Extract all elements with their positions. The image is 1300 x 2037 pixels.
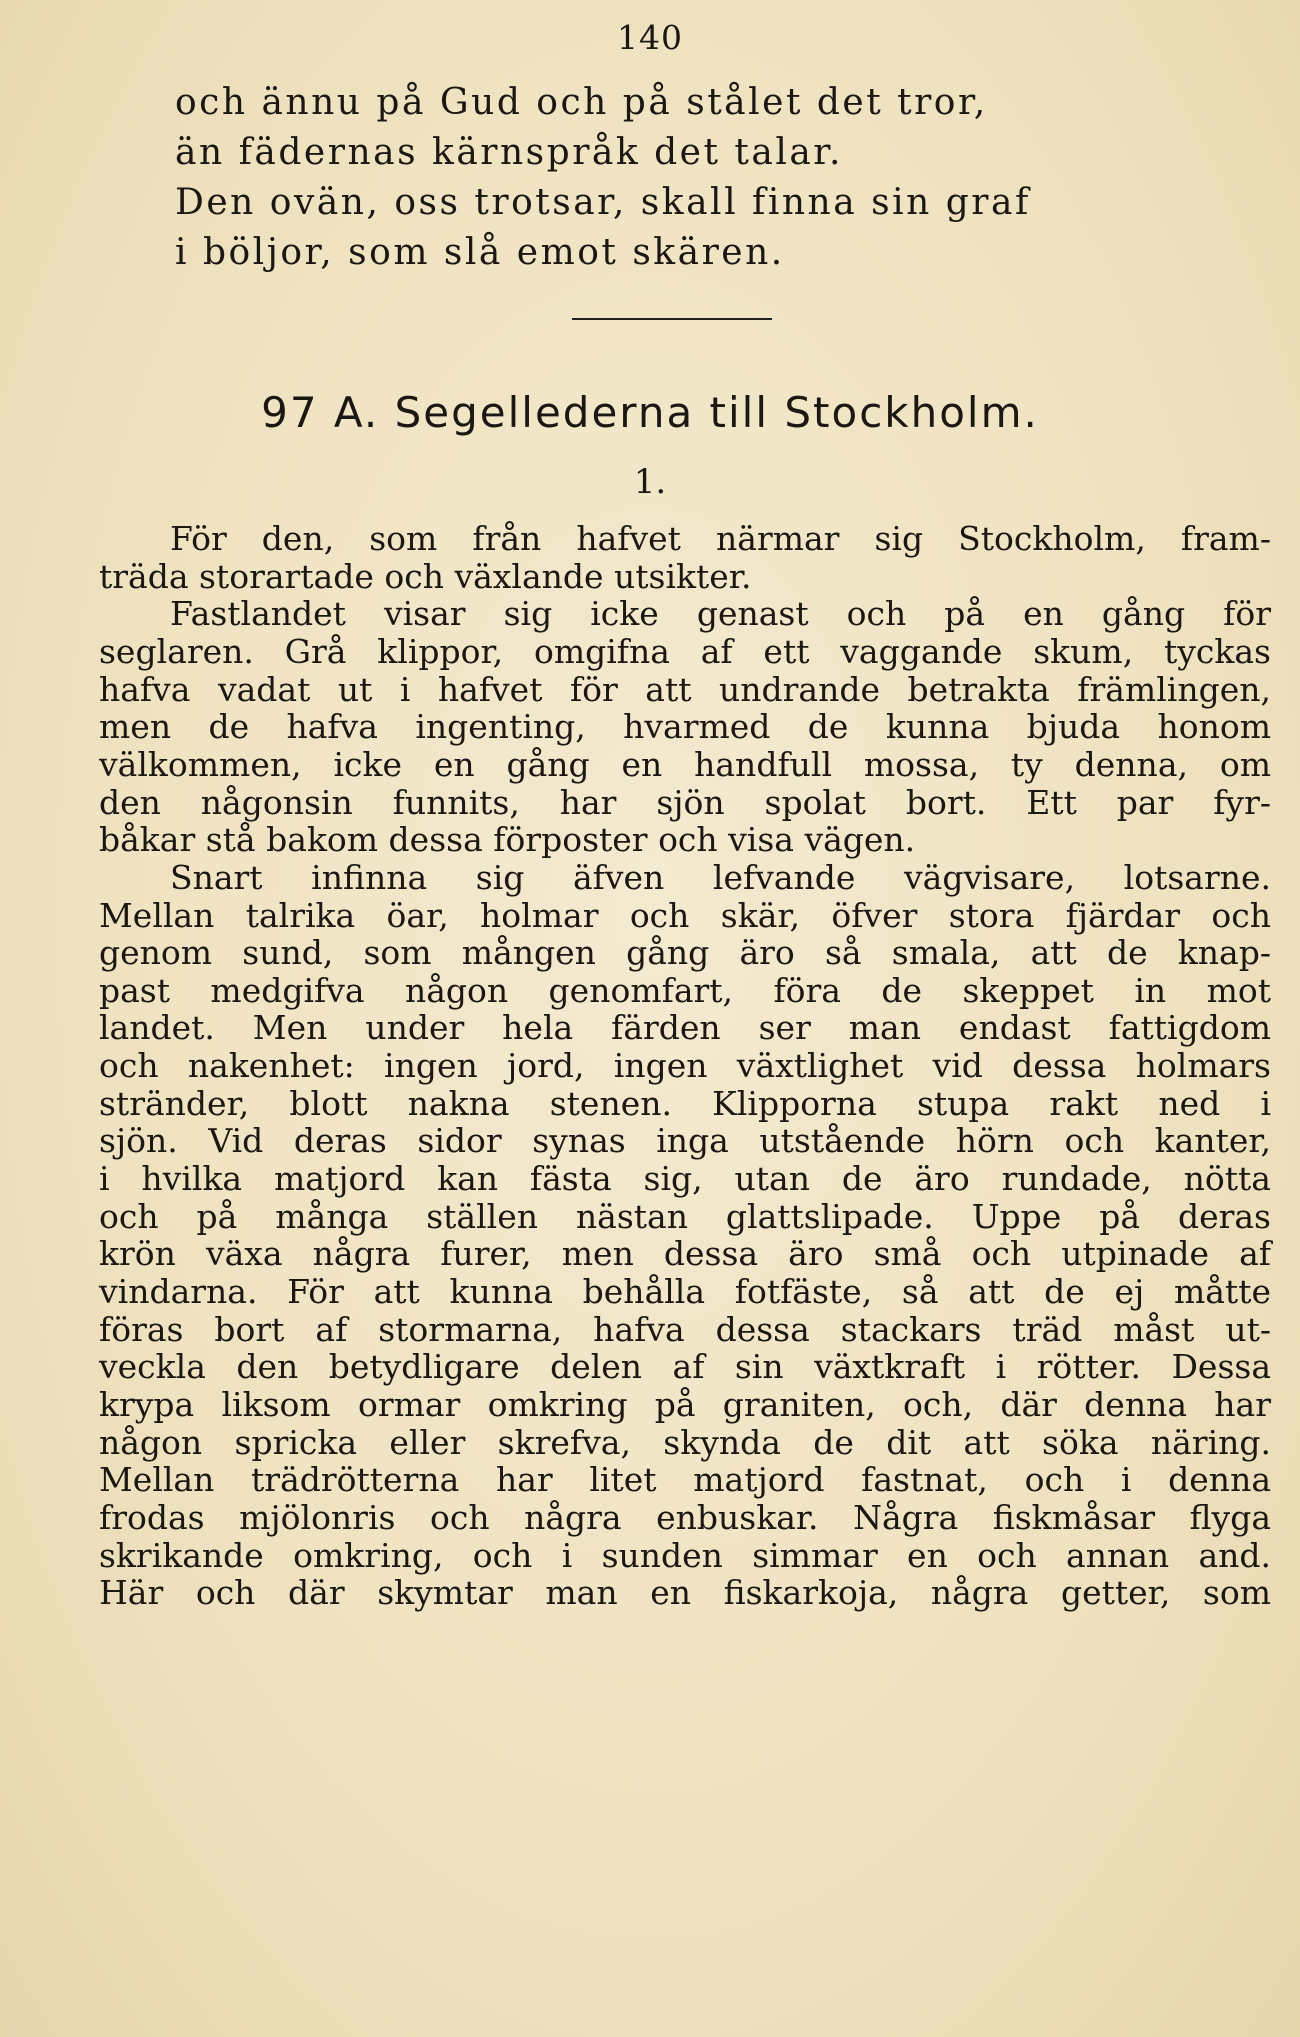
poem-stanza: [175, 78, 1031, 278]
body-line: Mellan talrika öar, holmar och skär, öfver stora fjärdar och: [99, 895, 1271, 935]
body-line: skrikande omkring, och i sunden simmar en och annan and.: [99, 1535, 1271, 1575]
body-line: För den, som från hafvet närmar sig Stockholm, fram-: [170, 519, 1271, 558]
body-line: Mellan trädrötterna har litet matjord fastnat, och i denna: [99, 1460, 1271, 1500]
poem-line: än fädernas kärnspråk det talar.: [175, 132, 843, 173]
body-line: men de hafva ingenting, hvarmed de kunna bjuda honom: [99, 707, 1271, 747]
body-line: Här och där skymtar man en fiskarkoja, några getter, som: [99, 1573, 1271, 1613]
body-line: frodas mjölonris och några enbuskar. Några fiskmåsar flyga: [99, 1497, 1271, 1537]
body-line: genom sund, som mången gång äro så smala, att de knap-: [99, 933, 1271, 973]
section-divider: [572, 318, 772, 320]
body-line: välkommen, icke en gång en handfull mossa, ty denna, om: [99, 744, 1271, 784]
poem-line: Den ovän, oss trotsar, skall finna sin graf: [175, 182, 1031, 223]
body-line: krypa liksom ormar omkring på graniten, och, där denna har: [99, 1384, 1271, 1424]
body-line: föras bort af stormarna, hafva dessa stackars träd måst ut-: [99, 1309, 1271, 1349]
poem-line: och ännu på Gud och på stålet det tror,: [175, 82, 988, 123]
body-line: krön växa några furer, men dessa äro små och utpinade af: [99, 1234, 1271, 1274]
body-line: någon spricka eller skrefva, skynda de dit att söka näring.: [99, 1422, 1271, 1462]
section-number: 1.: [633, 462, 667, 502]
body-line: past medgifva någon genomfart, föra de skeppet in mot: [99, 970, 1271, 1010]
body-line: den någonsin funnits, har sjön spolat bort. Ett par fyr-: [99, 782, 1271, 822]
poem-line: i böljor, som slå emot skären.: [175, 232, 785, 273]
body-line: veckla den betydligare delen af sin växtkraft i rötter. Dessa: [99, 1347, 1271, 1387]
body-line: landet. Men under hela färden ser man endast fattigdom: [99, 1008, 1271, 1048]
body-line: stränder, blott nakna stenen. Klipporna stupa rakt ned i: [99, 1083, 1271, 1123]
body-line: i hvilka matjord kan fästa sig, utan de äro rundade, nötta: [99, 1159, 1271, 1199]
body-line: seglaren. Grå klippor, omgifna af ett vaggande skum, tyckas: [99, 631, 1271, 671]
body-line: Snart infinna sig äfven lefvande vägvisare, lotsarne.: [170, 857, 1271, 897]
body-line: hafva vadat ut i hafvet för att undrande betrakta främlingen,: [99, 669, 1271, 709]
body-line: och nakenhet: ingen jord, ingen växtlighet vid dessa holmars: [99, 1046, 1271, 1086]
body-line: och på många ställen nästan glattslipade. Uppe på deras: [99, 1196, 1271, 1236]
chapter-heading: 97 A. Segellederna till Stockholm.: [261, 388, 1039, 437]
body-line: vindarna. För att kunna behålla fotfäste, så att de ej måtte: [99, 1272, 1271, 1311]
body-line: träda storartade och växlande utsikter.: [99, 556, 752, 596]
body-line: båkar stå bakom dessa förposter och visa vägen.: [99, 820, 916, 860]
page-number: 140: [617, 18, 683, 57]
body-line: sjön. Vid deras sidor synas inga utstående hörn och kanter,: [99, 1121, 1271, 1161]
body-line: Fastlandet visar sig icke genast och på en gång för: [170, 594, 1271, 634]
